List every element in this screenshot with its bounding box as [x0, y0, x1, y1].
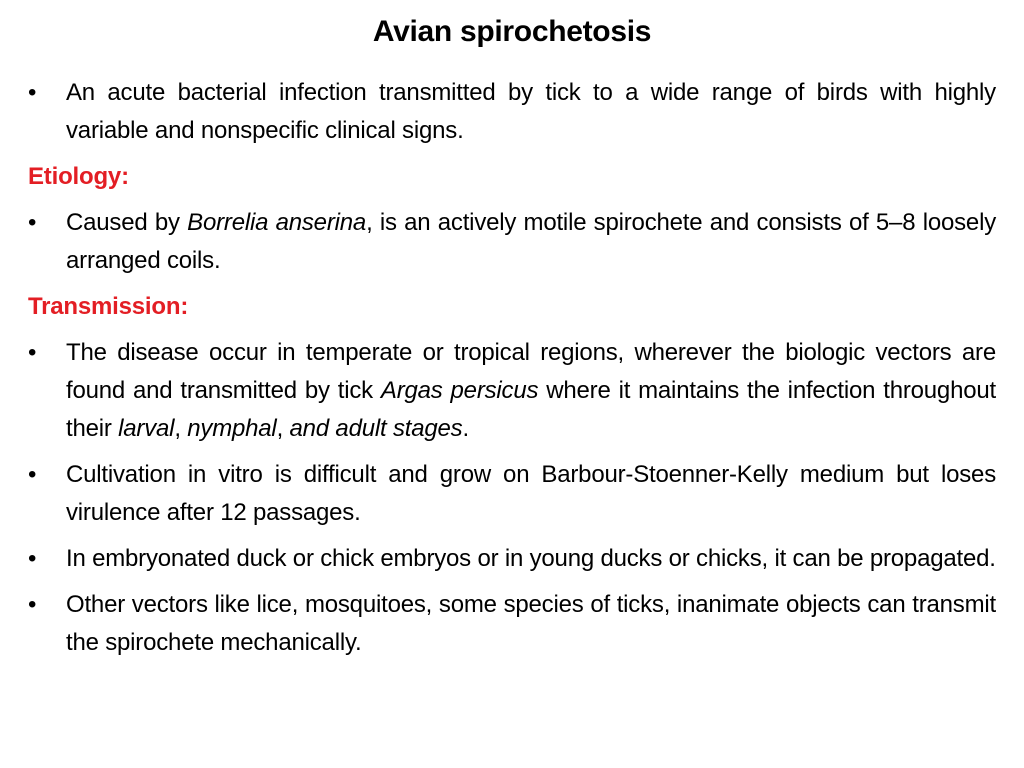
- bullet-icon: •: [28, 545, 37, 572]
- cause-organism: Borrelia anserina: [187, 209, 367, 236]
- vector-species: Argas persicus: [380, 377, 539, 404]
- bullet-item-cause: [28, 204, 996, 280]
- cause-text-pre: Caused by: [66, 209, 188, 236]
- stage-nymphal: nymphal: [187, 415, 277, 442]
- cultivation-text: Cultivation in vitro is difficult and grow on Barbour-Stoenner-Kelly medium but loses virulence after 12 passages.: [66, 461, 996, 526]
- stage-separator: ,: [174, 415, 188, 442]
- propagation-text: In embryonated duck or chick embryos or in young ducks or chicks, it can be propagated.: [66, 545, 996, 572]
- slide-body: [28, 74, 996, 670]
- bullet-item-propagation: [28, 540, 996, 578]
- heading-transmission: Transmission:: [28, 293, 189, 320]
- stage-larval: larval: [118, 415, 175, 442]
- heading-etiology: Etiology:: [28, 163, 129, 190]
- bullet-icon: •: [28, 591, 37, 618]
- bullet-item-vectors: [28, 334, 996, 448]
- cause-text-post: , is an actively motile spirochete and consists of 5–8 loosely arranged coils.: [66, 209, 996, 274]
- vectors-text-end: .: [462, 415, 469, 442]
- stage-adult: and adult stages: [289, 415, 463, 442]
- slide-title: Avian spirochetosis: [372, 15, 652, 48]
- vectors-text-mid: where it maintains the infection throughout their: [66, 377, 996, 442]
- bullet-icon: •: [28, 339, 37, 366]
- bullet-item-definition: [28, 74, 996, 150]
- bullet-icon: •: [28, 209, 37, 236]
- bullet-icon: •: [28, 79, 37, 106]
- bullet-icon: •: [28, 461, 37, 488]
- stage-separator: ,: [276, 415, 290, 442]
- other-vectors-text: Other vectors like lice, mosquitoes, some species of ticks, inanimate objects can transmit the spirochete mechanically.: [66, 591, 996, 656]
- vectors-text-pre: The disease occur in temperate or tropical regions, wherever the biologic vectors are found and transmitted by tick: [66, 339, 996, 404]
- bullet-item-other-vectors: [28, 586, 996, 662]
- bullet-item-cultivation: [28, 456, 996, 532]
- definition-text: An acute bacterial infection transmitted by tick to a wide range of birds with highly variable and nonspecific clinical signs.: [66, 79, 996, 144]
